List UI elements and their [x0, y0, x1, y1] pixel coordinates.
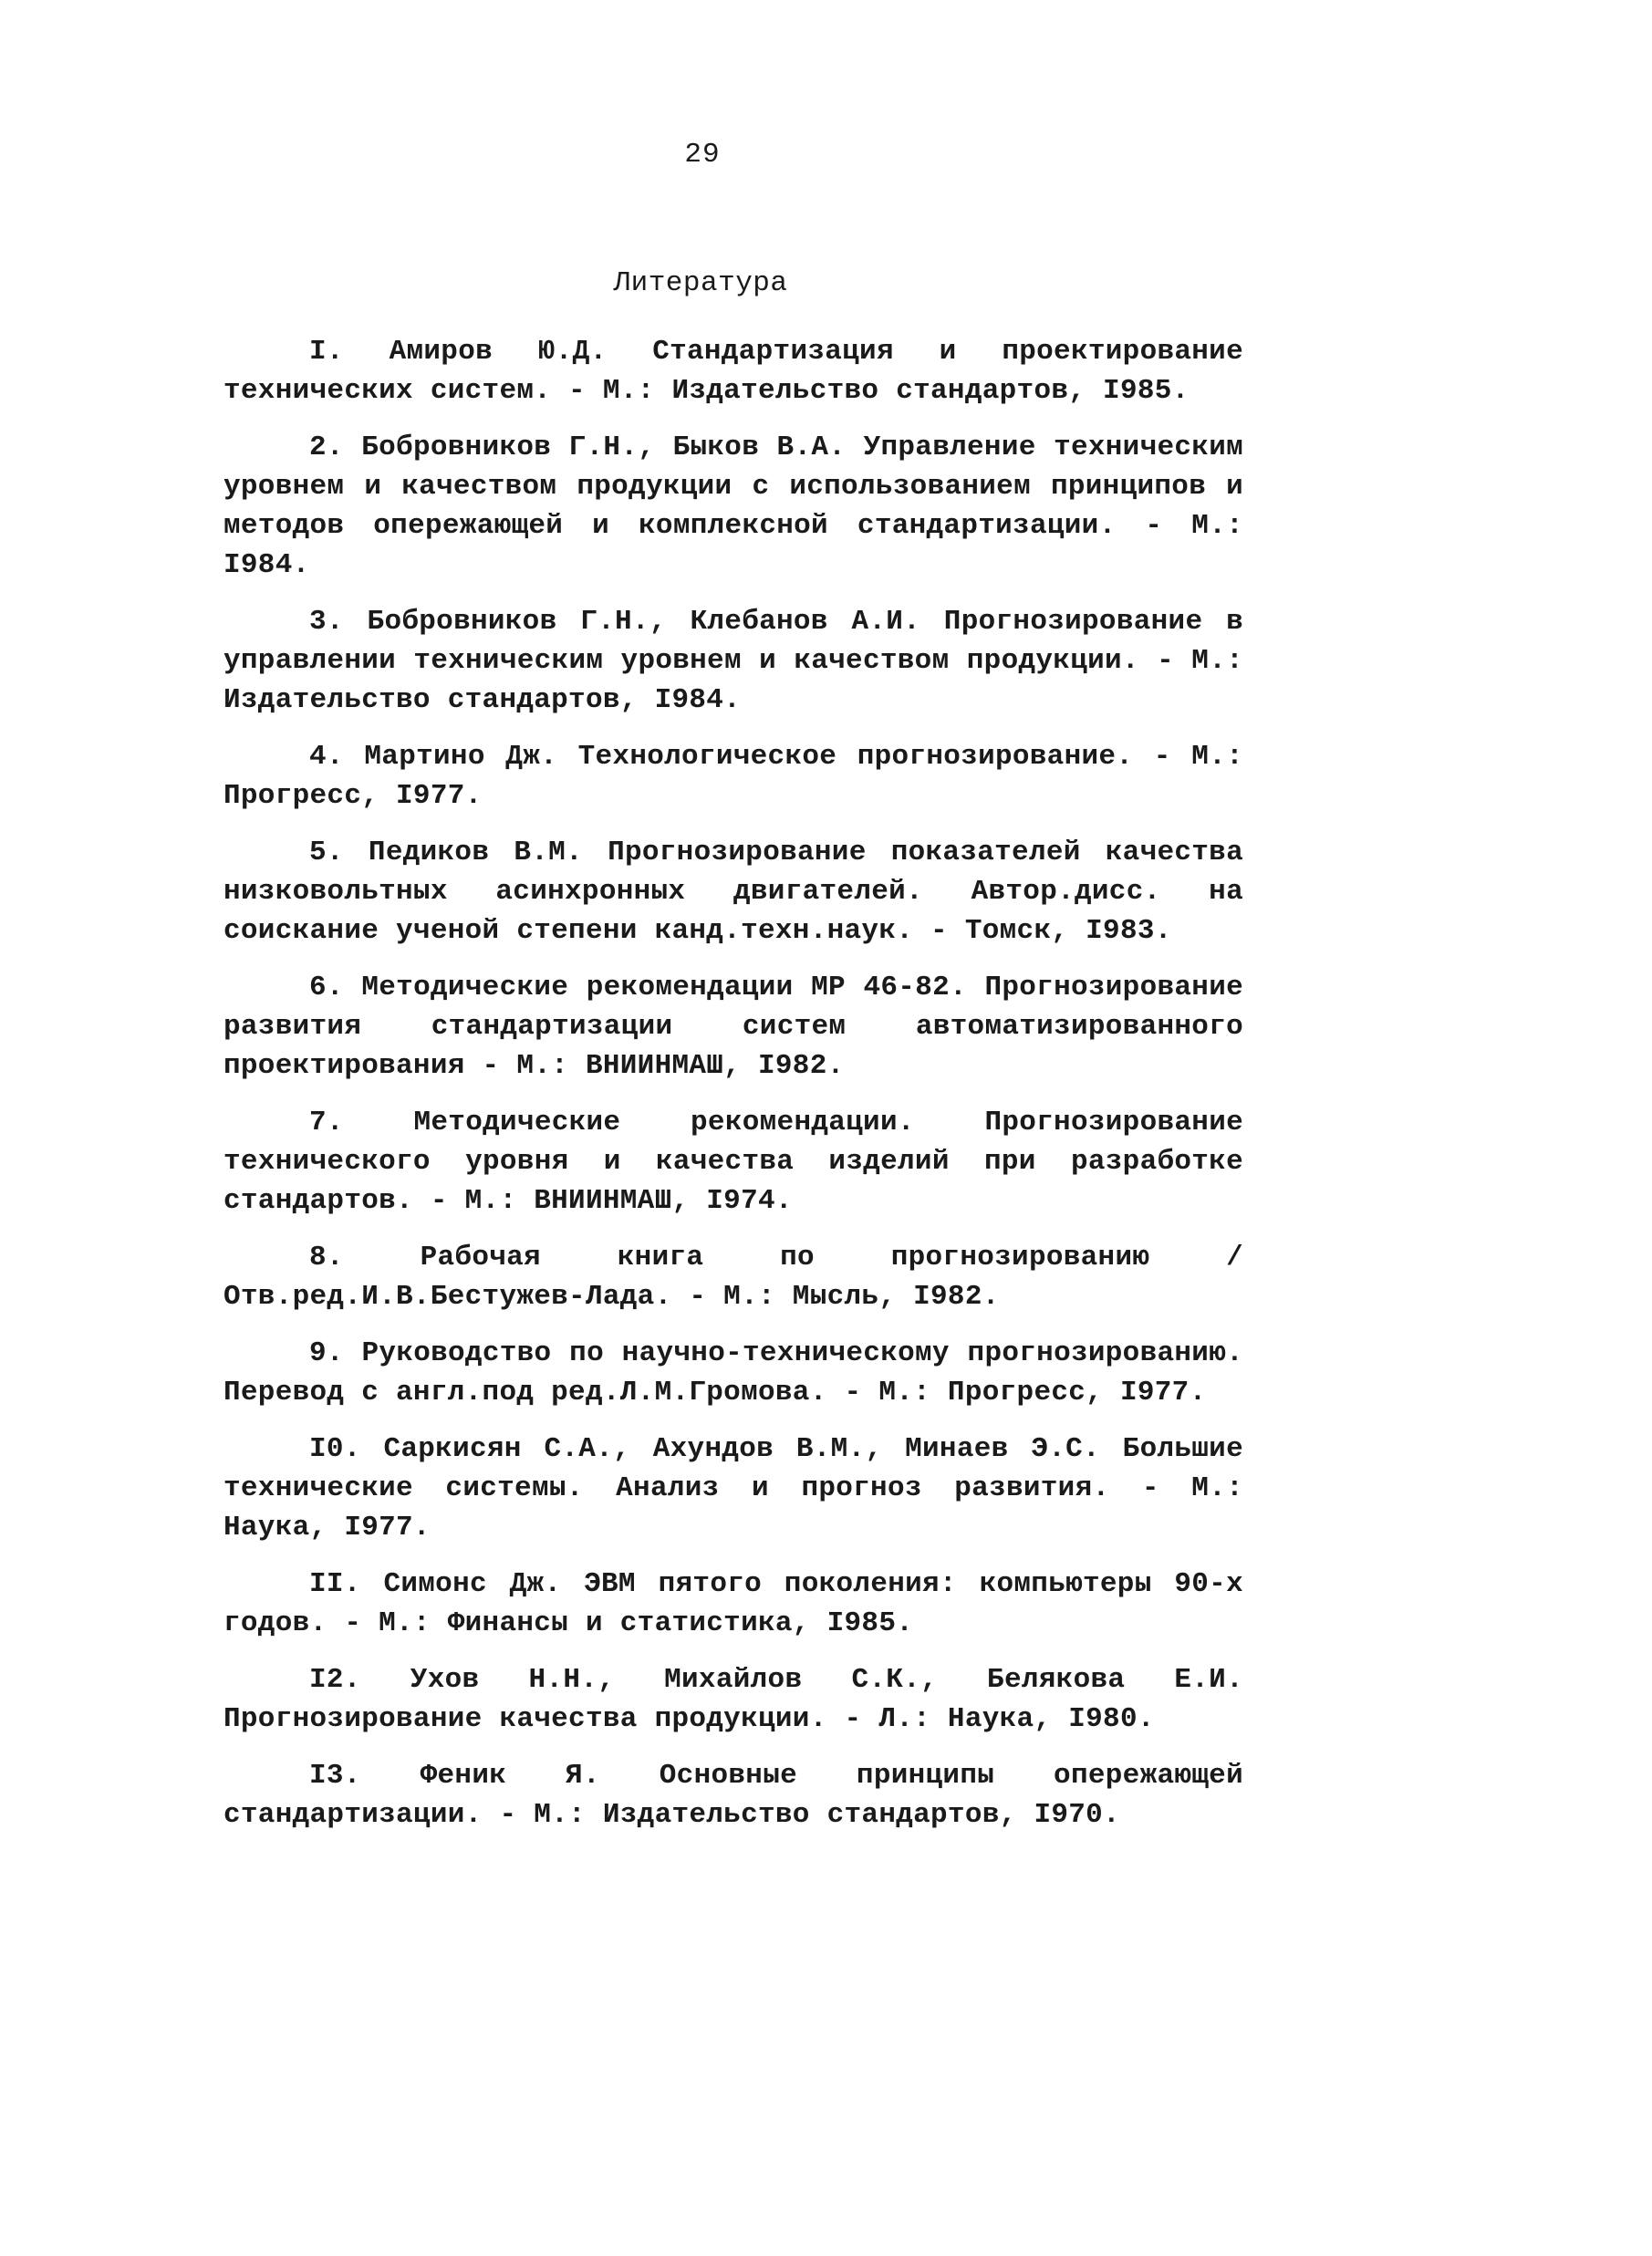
- reference-item: 8. Рабочая книга по прогнозированию / Отв.ред.И.В.Бестужев-Лада. - М.: Мысль, I982.: [223, 1242, 1243, 1313]
- reference-item: I. Амиров Ю.Д. Стандартизация и проектирование технических систем. - М.: Издательство стандартов, I985.: [223, 336, 1243, 407]
- reference-item: I2. Ухов Н.Н., Михайлов С.К., Белякова Е.И. Прогнозирование качества продукции. - Л.: Наука, I980.: [223, 1664, 1243, 1735]
- reference-item: 3. Бобровников Г.Н., Клебанов А.И. Прогнозирование в управлении техническим уровнем и качеством продукции. - М.: Издательство стандартов, I984.: [223, 606, 1243, 716]
- reference-item: 7. Методические рекомендации. Прогнозирование технического уровня и качества изделий при разработке стандартов. - М.: ВНИИНМАШ, I974.: [223, 1107, 1243, 1217]
- reference-item: 4. Мартино Дж. Технологическое прогнозирование. - М.: Прогресс, I977.: [223, 741, 1243, 812]
- reference-item: 6. Методические рекомендации МР 46-82. Прогнозирование развития стандартизации систем автоматизированного проектирования - М.: ВНИИНМАШ, I982.: [223, 972, 1243, 1082]
- page-number: 29: [684, 139, 721, 171]
- reference-item: II. Симонс Дж. ЭВМ пятого поколения: компьютеры 90-х годов. - М.: Финансы и статистика, I985.: [223, 1568, 1243, 1639]
- reference-item: I3. Феник Я. Основные принципы опережающей стандартизации. - М.: Издательство стандартов, I970.: [223, 1760, 1243, 1831]
- reference-item: I0. Саркисян С.А., Ахундов В.М., Минаев Э.С. Большие технические системы. Анализ и прогноз развития. - М.: Наука, I977.: [223, 1433, 1243, 1544]
- reference-item: 2. Бобровников Г.Н., Быков В.А. Управление техническим уровнем и качеством продукции с использованием принципов и методов опережающей и комплексной стандартизации. - М.: I984.: [223, 431, 1243, 581]
- page-title: Литература: [613, 267, 788, 299]
- reference-item: 5. Педиков В.М. Прогнозирование показателей качества низковольтных асинхронных двигателей. Автор.дисс. на соискание ученой степени канд.техн.наук. - Томск, I983.: [223, 837, 1243, 947]
- reference-list: [223, 332, 1243, 1852]
- reference-item: 9. Руководство по научно-техническому прогнозированию. Перевод с англ.под ред.Л.М.Громова. - М.: Прогресс, I977.: [223, 1337, 1243, 1409]
